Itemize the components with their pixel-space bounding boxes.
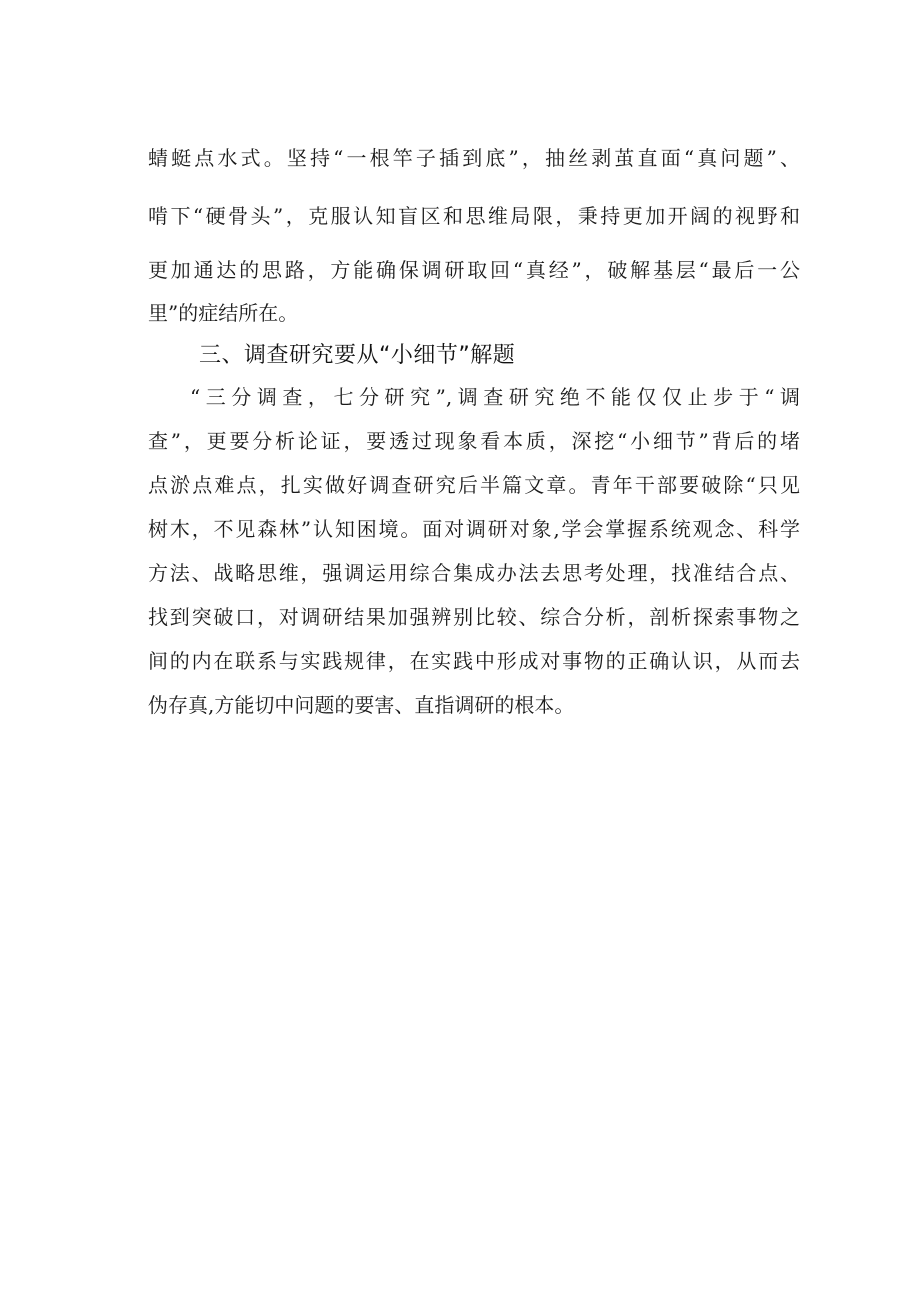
paragraph-1-line-3: 更加通达的思路，方能确保调研取回“真经”，破解基层“最后一公 — [148, 258, 800, 282]
paragraph-2-line-3: 点淤点难点，扎实做好调查研究后半篇文章。青年干部要破除“只见 — [148, 473, 800, 497]
paragraph-2-line-2: 查”，更要分析论证，要透过现象看本质，深挖“小细节”背后的堵 — [148, 429, 800, 453]
paragraph-1-line-4: 里”的症结所在。 — [148, 301, 299, 325]
paragraph-2-line-5: 方法、战略思维，强调运用综合集成办法去思考处理，找准结合点、 — [148, 561, 800, 585]
paragraph-2-line-1: “三分调查，七分研究”,调查研究绝不能仅仅止步于“调 — [190, 385, 800, 409]
section-heading: 三、调查研究要从“小细节”解题 — [199, 343, 516, 368]
paragraph-1-line-2: 啃下“硬骨头”，克服认知盲区和思维局限，秉持更加开阔的视野和 — [148, 204, 800, 228]
paragraph-2-line-8: 伪存真,方能切中问题的要害、直指调研的根本。 — [148, 693, 575, 717]
paragraph-1-line-1: 蜻蜓点水式。坚持“一根竿子插到底”，抽丝剥茧直面“真问题”、 — [148, 146, 800, 170]
paragraph-2-line-7: 间的内在联系与实践规律，在实践中形成对事物的正确认识，从而去 — [148, 649, 800, 673]
paragraph-2-line-4: 树木，不见森林”认知困境。面对调研对象,学会掌握系统观念、科学 — [148, 517, 800, 541]
paragraph-2-line-6: 找到突破口，对调研结果加强辨别比较、综合分析，剖析探索事物之 — [148, 605, 800, 629]
